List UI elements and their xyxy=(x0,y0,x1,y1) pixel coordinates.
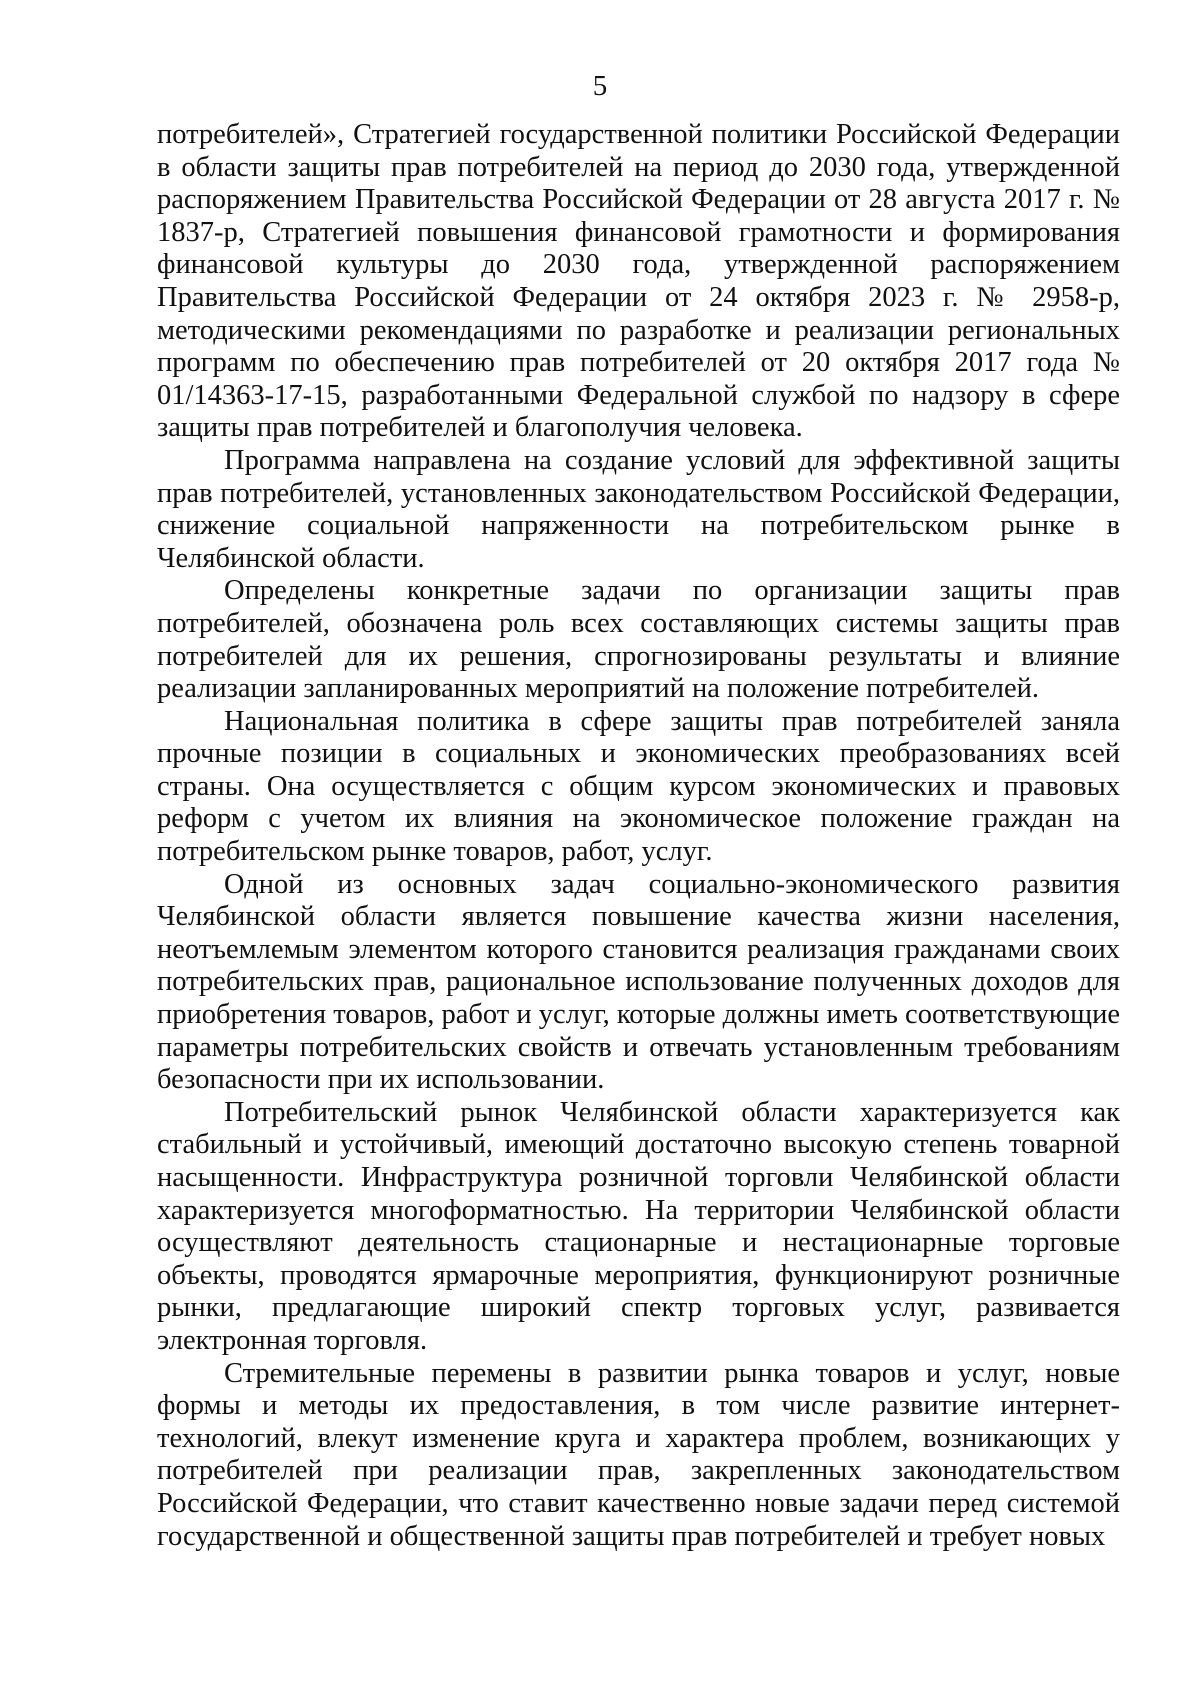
paragraph: Одной из основных задач социально-экономического развития Челябинской области является повышение качества жизни населения, неотъемлемым элементом которого становится реализация гражданами своих потребительских прав, рациональное использование полученных доходов для приобретения товаров, работ и услуг, которые должны иметь соответствующие параметры потребительских свойств и отвечать установленным требованиям безопасности при их использовании. xyxy=(157,868,1120,1096)
paragraph: Национальная политика в сфере защиты прав потребителей заняла прочные позиции в социальных и экономических преобразованиях всей страны. Она осуществляется с общим курсом экономических и правовых реформ с учетом их влияния на экономическое положение граждан на потребительском рынке товаров, работ, услуг. xyxy=(157,705,1120,868)
paragraph: Стремительные перемены в развитии рынка товаров и услуг, новые формы и методы их предоставления, в том числе развитие интернет-технологий, влекут изменение круга и характера проблем, возникающих у потребителей при реализации прав, закрепленных законодательством Российской Федерации, что ставит качественно новые задачи перед системой государственной и общественной защиты прав потребителей и требует новых xyxy=(157,1357,1120,1552)
paragraph-continuation: потребителей», Стратегией государственной политики Российской Федерации в области защиты прав потребителей на период до 2030 года, утвержденной распоряжением Правительства Российской Федерации от 28 августа 2017 г. № 1837-р, Стратегией повышения финансовой грамотности и формирования финансовой культуры до 2030 года, утвержденной распоряжением Правительства Российской Федерации от 24 октября 2023 г. № 2958-р, методическими рекомендациями по разработке и реализации региональных программ по обеспечению прав потребителей от 20 октября 2017 года № 01/14363-17-15, разработанными Федеральной службой по надзору в сфере защиты прав потребителей и благополучия человека. xyxy=(157,119,1120,444)
paragraph: Программа направлена на создание условий для эффективной защиты прав потребителей, установленных законодательством Российской Федерации, снижение социальной напряженности на потребительском рынке в Челябинской области. xyxy=(157,444,1120,574)
paragraph: Потребительский рынок Челябинской области характеризуется как стабильный и устойчивый, имеющий достаточно высокую степень товарной насыщенности. Инфраструктура розничной торговли Челябинской области характеризуется многоформатностью. На территории Челябинской области осуществляют деятельность стационарные и нестационарные торговые объекты, проводятся ярмарочные мероприятия, функционируют розничные рынки, предлагающие широкий спектр торговых услуг, развивается электронная торговля. xyxy=(157,1096,1120,1356)
paragraph: Определены конкретные задачи по организации защиты прав потребителей, обозначена роль всех составляющих системы защиты прав потребителей для их решения, спрогнозированы результаты и влияние реализации запланированных мероприятий на положение потребителей. xyxy=(157,575,1120,705)
body-text xyxy=(157,119,1120,1553)
page-number: 5 xyxy=(592,70,608,102)
